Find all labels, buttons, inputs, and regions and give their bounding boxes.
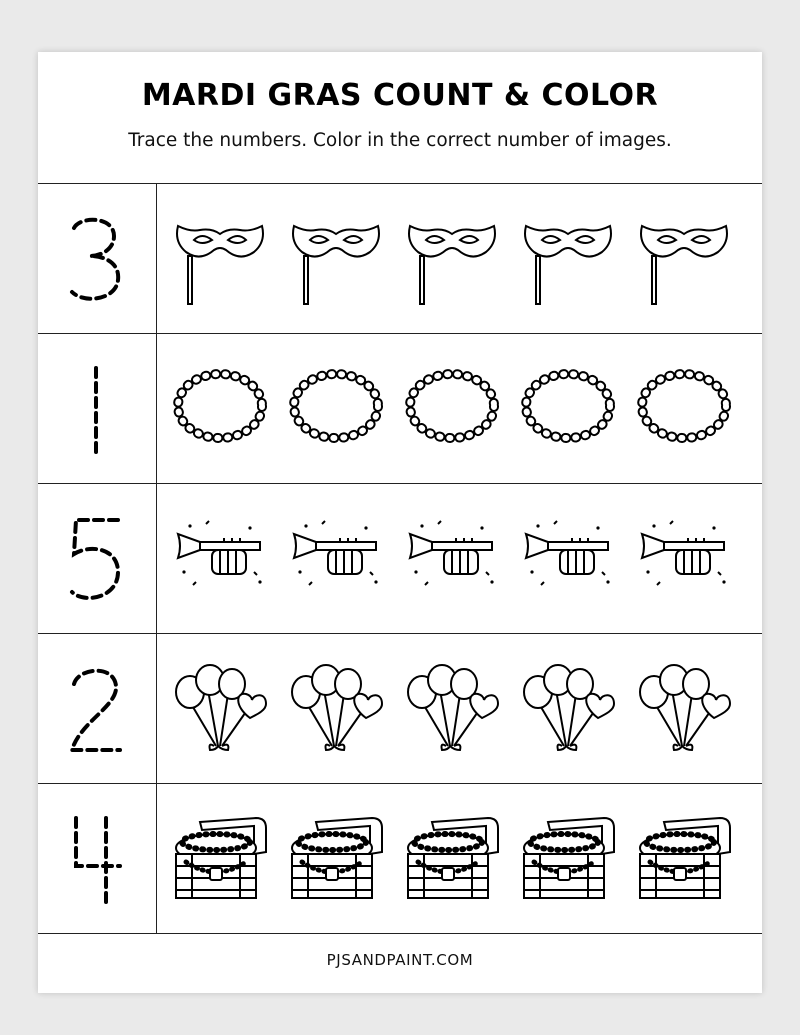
worksheet-instructions: Trace the numbers. Color in the correct number of images.: [128, 130, 672, 151]
beads-icon[interactable]: [634, 362, 734, 462]
trumpet-row: [158, 484, 762, 634]
trumpet-icon[interactable]: [402, 512, 502, 612]
mask-icon[interactable]: [170, 212, 270, 312]
beads-row: [158, 334, 762, 484]
trumpet-icon[interactable]: [518, 512, 618, 612]
dashed-number-1-icon: [66, 364, 126, 454]
balloons-icon[interactable]: [402, 662, 502, 762]
mask-icon[interactable]: [518, 212, 618, 312]
traceable-number-4[interactable]: [38, 784, 157, 934]
trumpet-icon[interactable]: [634, 512, 734, 612]
balloons-row: [158, 634, 762, 784]
row-number-1: [38, 333, 762, 484]
dashed-number-4-icon: [66, 814, 126, 904]
trumpet-icon[interactable]: [286, 512, 386, 612]
treasure-chest-icon[interactable]: [170, 812, 270, 912]
beads-icon[interactable]: [518, 362, 618, 462]
treasure-chest-icon[interactable]: [634, 812, 734, 912]
mask-row: [158, 184, 762, 334]
mask-icon[interactable]: [286, 212, 386, 312]
worksheet-title: MARDI GRAS COUNT & COLOR: [141, 78, 659, 113]
traceable-number-5[interactable]: [38, 484, 157, 634]
balloons-icon[interactable]: [286, 662, 386, 762]
trumpet-icon[interactable]: [170, 512, 270, 612]
treasure-chest-row: [158, 784, 762, 934]
dashed-number-5-icon: [66, 514, 126, 604]
balloons-icon[interactable]: [518, 662, 618, 762]
dashed-number-2-icon: [66, 664, 126, 754]
beads-icon[interactable]: [286, 362, 386, 462]
beads-icon[interactable]: [402, 362, 502, 462]
mask-icon[interactable]: [402, 212, 502, 312]
mask-icon[interactable]: [634, 212, 734, 312]
treasure-chest-icon[interactable]: [286, 812, 386, 912]
row-number-2: [38, 633, 762, 784]
dashed-number-3-icon: [66, 214, 126, 304]
beads-icon[interactable]: [170, 362, 270, 462]
treasure-chest-icon[interactable]: [402, 812, 502, 912]
worksheet: [38, 52, 762, 993]
row-number-5: [38, 483, 762, 634]
treasure-chest-icon[interactable]: [518, 812, 618, 912]
balloons-icon[interactable]: [634, 662, 734, 762]
footer-divider: [38, 933, 762, 934]
traceable-number-2[interactable]: [38, 634, 157, 784]
site-credit: PJSANDPAINT.COM: [326, 951, 474, 969]
traceable-number-3[interactable]: [38, 184, 157, 334]
row-number-3: [38, 183, 762, 334]
balloons-icon[interactable]: [170, 662, 270, 762]
traceable-number-1[interactable]: [38, 334, 157, 484]
row-number-4: [38, 783, 762, 934]
